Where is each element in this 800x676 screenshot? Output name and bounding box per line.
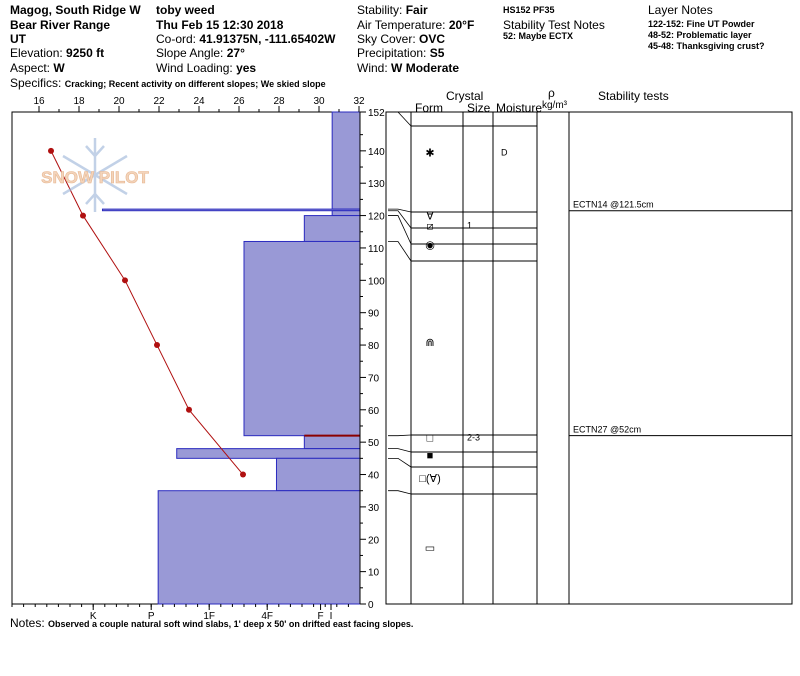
layer-connector [388, 449, 411, 452]
temp-tick-label: 26 [233, 96, 245, 107]
temperature-point [154, 342, 160, 348]
height-tick-label: 20 [368, 535, 380, 547]
wind-label: Wind: [357, 61, 388, 75]
layer-connector [388, 216, 411, 244]
wind-loading-value: yes [236, 61, 257, 75]
layer-table [386, 112, 792, 604]
hardness-layer-bar [102, 209, 360, 211]
temperature-point [48, 148, 54, 154]
crystal-header: Crystal [446, 89, 484, 103]
hardness-layer-bar [158, 491, 360, 604]
height-tick-label: 80 [368, 341, 380, 353]
hardness-layer-bar [244, 241, 360, 435]
density-symbol: ρ [548, 86, 555, 100]
temperature-point [240, 472, 246, 478]
size-header: Size [467, 101, 491, 115]
layer-connector [388, 112, 411, 126]
specifics-value: Cracking; Recent activity on different slopes; We skied slope [64, 79, 326, 89]
layer-note: 122-152: Fine UT Powder [648, 19, 755, 29]
aspect-label: Aspect: [10, 61, 51, 75]
hardness-layer-bar [332, 211, 360, 216]
temp-tick-label: 32 [353, 96, 365, 107]
moisture-header: Moisture [496, 101, 543, 115]
form-header: Form [415, 101, 443, 115]
grain-form-symbol: □ [426, 432, 434, 445]
aspect-value: W [53, 61, 65, 75]
specifics-label: Specifics: [10, 76, 62, 90]
grain-form-symbol: ■ [426, 450, 434, 463]
height-tick-label: 140 [368, 146, 385, 158]
notes-row [10, 616, 413, 630]
air-temp-label: Air Temperature: [357, 18, 446, 32]
slope-label: Slope Angle: [156, 46, 224, 60]
layer-connector [388, 491, 411, 494]
precip-label: Precipitation: [357, 46, 427, 60]
notes-value: Observed a couple natural soft wind slabs, 1' deep x 50' on drifted east facing slopes. [48, 619, 414, 629]
notes-label: Notes: [10, 616, 45, 630]
mountain-range: Bear River Range [10, 18, 111, 32]
moisture-value: D [501, 147, 508, 158]
table-frame [386, 112, 792, 604]
temperature-point [122, 277, 128, 283]
elevation-label: Elevation: [10, 46, 63, 60]
grain-size: 2-3 [467, 432, 481, 443]
hardness-tick-label: F [317, 611, 324, 620]
height-tick-label: 60 [368, 405, 380, 417]
layer-notes-title: Layer Notes [648, 3, 713, 17]
observation-datetime: Thu Feb 15 12:30 2018 [156, 18, 284, 32]
height-tick-label: 0 [368, 600, 374, 611]
grain-form-symbol: ▭ [424, 542, 436, 555]
grain-form-symbol: ⋒ [425, 336, 435, 349]
state: UT [10, 32, 26, 46]
hardness-tick-label: P [147, 611, 155, 620]
coord-value: 41.91375N, -111.65402W [199, 32, 336, 46]
height-tick-label: 30 [368, 502, 380, 514]
height-tick-label: 152 [368, 108, 385, 119]
wind-loading-label: Wind Loading: [156, 61, 233, 75]
precip-value: S5 [429, 46, 445, 60]
temp-tick-label: 30 [313, 96, 325, 107]
temp-tick-label: 20 [113, 96, 125, 107]
height-tick-label: 130 [368, 179, 385, 191]
hardness-layer-bar [304, 216, 360, 242]
hardness-layer-bar [332, 112, 360, 209]
layer-connector [388, 458, 411, 467]
grain-form-symbol: □(∀) [419, 472, 441, 485]
layer-connector [388, 241, 411, 261]
hardness-tick-label: 4F [261, 611, 274, 620]
height-tick-label: 120 [368, 211, 385, 223]
grain-size: 1 [467, 220, 473, 231]
coord-label: Co-ord: [156, 32, 197, 46]
hardness-tick-label: K [89, 611, 97, 620]
observer-name: toby weed [156, 3, 215, 17]
hardness-tick-label: 1F [203, 611, 216, 620]
stability-note: 52: Maybe ECTX [503, 31, 574, 41]
air-temp-value: 20°F [448, 18, 475, 32]
location-name: Magog, South Ridge W [10, 3, 141, 17]
grain-form-symbol: ⧄ [426, 220, 434, 233]
hardness-layer-bar [304, 436, 360, 449]
sky-value: OVC [419, 32, 446, 46]
stability-notes-title: Stability Test Notes [503, 18, 605, 32]
grain-form-symbol: ✱ [425, 147, 435, 160]
stability-tests-header: Stability tests [598, 89, 669, 103]
grain-form-symbol: ◉ [425, 239, 435, 252]
temp-tick-label: 16 [33, 96, 45, 107]
height-tick-label: 100 [368, 276, 385, 288]
temperature-point [186, 407, 192, 413]
hardness-layer-bar [177, 449, 360, 459]
height-tick-label: 10 [368, 567, 380, 579]
grain-form-symbol: ∀ [426, 210, 434, 223]
height-tick-label: 110 [368, 243, 384, 255]
wind-value: W Moderate [391, 61, 460, 75]
watermark-text: SNOW PILOT [41, 168, 149, 187]
hardness-layer-bar [276, 458, 360, 490]
layer-connector [388, 435, 411, 436]
elevation-value: 9250 ft [66, 46, 105, 60]
height-tick-label: 70 [368, 373, 380, 385]
height-tick-label: 50 [368, 438, 380, 450]
temp-tick-label: 22 [153, 96, 165, 107]
sky-label: Sky Cover: [357, 32, 416, 46]
temp-tick-label: 18 [73, 96, 85, 107]
slope-value: 27° [226, 46, 245, 60]
height-tick-label: 40 [368, 470, 380, 482]
layer-note: 45-48: Thanksgiving crust? [648, 41, 765, 51]
temp-tick-label: 28 [273, 96, 285, 107]
hs-pf: HS152 PF35 [503, 5, 555, 15]
temperature-point [80, 213, 86, 219]
layer-note: 48-52: Problematic layer [648, 30, 752, 40]
height-tick-label: 90 [368, 308, 380, 320]
stability-test-label: ECTN14 @121.5cm [573, 199, 654, 210]
stability-value: Fair [405, 3, 428, 17]
temp-tick-label: 24 [193, 96, 205, 107]
hardness-tick-label: I [329, 611, 333, 620]
density-unit: kg/m³ [542, 100, 567, 111]
stability-test-label: ECTN27 @52cm [573, 424, 642, 435]
stability-label: Stability: [357, 3, 403, 17]
